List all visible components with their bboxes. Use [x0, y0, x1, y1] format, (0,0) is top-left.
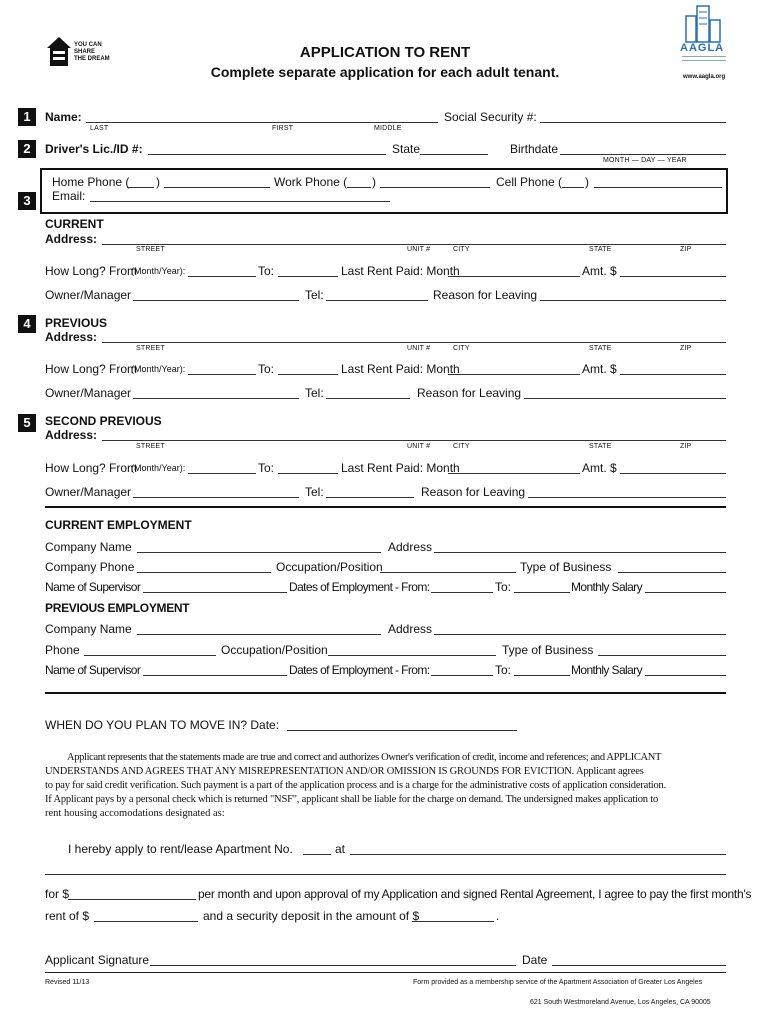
- current-address-field[interactable]: [102, 232, 726, 245]
- move-in-date-field[interactable]: [287, 718, 517, 731]
- statement-line-1: Applicant represents that the statements made are true and correct and authorizes Owner's verification of credit, income and references; and APPLICANT: [67, 752, 662, 763]
- applicant-statement: [45, 751, 735, 821]
- previous-salary-field[interactable]: [645, 663, 726, 676]
- second-previous-tel-field[interactable]: [326, 485, 414, 498]
- city-caption: CITY: [453, 443, 470, 450]
- current-reason-field[interactable]: [540, 288, 726, 301]
- second-previous-residence-title: SECOND PREVIOUS: [45, 414, 162, 428]
- to-label: To:: [258, 264, 275, 278]
- current-to-field[interactable]: [278, 264, 338, 277]
- second-previous-owner-field[interactable]: [133, 485, 299, 498]
- company-phone-label: Company Phone: [45, 560, 135, 574]
- date-format-caption: MONTH — DAY — YEAR: [603, 157, 687, 164]
- amt-label: Amt. $: [582, 362, 617, 376]
- security-deposit-field[interactable]: [412, 909, 494, 922]
- for-label: for $: [45, 887, 70, 901]
- company-name-label: Company Name: [45, 622, 132, 636]
- birthdate-field[interactable]: [560, 142, 726, 155]
- company-name-label: Company Name: [45, 540, 132, 554]
- last-rent-label: Last Rent Paid: Month: [341, 264, 460, 278]
- cell-phone-paren: ): [585, 175, 589, 189]
- city-caption: CITY: [453, 246, 470, 253]
- supervisor-label: Name of Supervisor: [45, 580, 141, 594]
- name-label: Name:: [45, 110, 82, 124]
- occupation-label: Occupation/Position: [221, 643, 328, 657]
- to-label: To:: [495, 663, 512, 677]
- section-number-1: 1: [18, 108, 36, 126]
- zip-caption: ZIP: [680, 443, 692, 450]
- dates-employment-label: Dates of Employment - From:: [289, 580, 430, 594]
- eho-line-1: YOU CAN: [74, 42, 102, 48]
- last-rent-label: Last Rent Paid: Month: [341, 461, 460, 475]
- month-year-label: (Month/Year):: [131, 364, 186, 374]
- unit-caption: UNIT #: [407, 443, 431, 450]
- salary-label: Monthly Salary: [571, 580, 642, 594]
- at-label: at: [335, 842, 346, 856]
- apartment-address-field-2[interactable]: [45, 862, 726, 875]
- current-supervisor-field[interactable]: [143, 580, 287, 593]
- street-caption: STREET: [136, 345, 165, 352]
- divider: [45, 692, 726, 694]
- work-phone-paren: ): [372, 175, 376, 189]
- section-number-5: 5: [18, 414, 36, 432]
- per-month-text: per month and upon approval of my Application and signed Rental Agreement, I agree to pay the first month's: [198, 887, 752, 901]
- statement-line-3: to pay for said credit verification. Such payment is a part of the application process and is a charge for the administrative costs of application consideration.: [45, 780, 667, 791]
- apartment-number-field[interactable]: [303, 842, 331, 855]
- previous-company-name-field[interactable]: [137, 622, 381, 635]
- first-month-rent-field[interactable]: [94, 909, 198, 922]
- address-label: Address: [388, 540, 433, 554]
- signature-date-label: Date: [522, 953, 548, 967]
- current-company-address-field[interactable]: [434, 540, 726, 553]
- current-occupation-field[interactable]: [380, 560, 516, 573]
- aagla-logo: [678, 4, 730, 68]
- monthly-rent-field[interactable]: [68, 887, 196, 900]
- eho-line-2: SHARE: [74, 49, 96, 55]
- middle-caption: MIDDLE: [374, 125, 402, 132]
- city-caption: CITY: [453, 345, 470, 352]
- previous-last-rent-month-field[interactable]: [448, 362, 580, 375]
- second-previous-reason-field[interactable]: [528, 485, 726, 498]
- previous-from-field[interactable]: [188, 362, 256, 375]
- state-label: State: [392, 142, 421, 156]
- footer-address: 621 South Westmoreland Avenue, Los Angeles, CA 90005: [530, 999, 711, 1006]
- current-to-date-field[interactable]: [514, 580, 570, 593]
- type-business-label: Type of Business: [502, 643, 594, 657]
- salary-label: Monthly Salary: [571, 663, 642, 677]
- unit-caption: UNIT #: [407, 345, 431, 352]
- previous-to-date-field[interactable]: [514, 663, 570, 676]
- ssn-field[interactable]: [540, 110, 726, 123]
- move-in-label: WHEN DO YOU PLAN TO MOVE IN? Date:: [45, 718, 280, 732]
- page-title: APPLICATION TO RENT: [299, 44, 471, 61]
- to-label: To:: [258, 362, 275, 376]
- email-field[interactable]: [90, 189, 390, 202]
- current-residence-title: CURRENT: [45, 217, 104, 231]
- deposit-period: .: [496, 909, 500, 923]
- current-address-label: Address:: [45, 232, 98, 246]
- state-caption: STATE: [589, 345, 612, 352]
- apartment-address-field[interactable]: [350, 842, 726, 855]
- how-long-label: How Long? From: [45, 264, 138, 278]
- previous-residence-title: PREVIOUS: [45, 316, 108, 330]
- cell-phone-area-field[interactable]: [562, 175, 584, 188]
- current-owner-field[interactable]: [133, 288, 299, 301]
- revised-date: Revised 11/13: [45, 979, 90, 986]
- previous-type-business-field[interactable]: [598, 643, 726, 656]
- current-company-name-field[interactable]: [137, 540, 381, 553]
- reason-label: Reason for Leaving: [421, 485, 526, 499]
- section-number-3: 3: [18, 192, 36, 210]
- second-previous-last-rent-month-field[interactable]: [448, 461, 580, 474]
- work-phone-label: Work Phone (: [274, 175, 348, 189]
- work-phone-area-field[interactable]: [347, 175, 371, 188]
- website[interactable]: www.aagla.org: [683, 74, 726, 80]
- previous-employment-title: PREVIOUS EMPLOYMENT: [45, 601, 190, 615]
- tel-label: Tel:: [305, 288, 324, 302]
- previous-from-date-field[interactable]: [431, 663, 493, 676]
- to-label: To:: [258, 461, 275, 475]
- address-label: Address: [388, 622, 433, 636]
- work-phone-field[interactable]: [380, 175, 490, 188]
- state-caption: STATE: [589, 246, 612, 253]
- aagla-logo-text: AAGLA: [680, 42, 725, 54]
- home-phone-area-field[interactable]: [127, 175, 154, 188]
- apartment-label: I hereby apply to rent/lease Apartment No.: [68, 842, 293, 856]
- owner-label: Owner/Manager: [45, 386, 132, 400]
- state-caption: STATE: [589, 443, 612, 450]
- owner-label: Owner/Manager: [45, 288, 132, 302]
- previous-tel-field[interactable]: [326, 386, 410, 399]
- previous-amount-field[interactable]: [620, 362, 726, 375]
- occupation-label: Occupation/Position: [276, 560, 383, 574]
- last-rent-label: Last Rent Paid: Month: [341, 362, 460, 376]
- statement-line-4: If Applicant pays by a personal check which is returned "NSF", applicant shall be liable for the charge on demand. The undersigned makes application to: [45, 794, 659, 805]
- second-previous-address-field[interactable]: [102, 428, 726, 441]
- supervisor-label: Name of Supervisor: [45, 663, 141, 677]
- email-label: Email:: [52, 189, 86, 203]
- signature-field[interactable]: [150, 953, 516, 966]
- rent-of-label: rent of $: [45, 909, 90, 923]
- to-label: To:: [495, 580, 512, 594]
- first-caption: FIRST: [272, 125, 294, 132]
- how-long-label: How Long? From: [45, 461, 138, 475]
- second-previous-address-label: Address:: [45, 428, 98, 442]
- current-salary-field[interactable]: [645, 580, 726, 593]
- street-caption: STREET: [136, 246, 165, 253]
- current-from-field[interactable]: [188, 264, 256, 277]
- current-type-business-field[interactable]: [618, 560, 726, 573]
- divider: [45, 972, 726, 973]
- statement-line-2: UNDERSTANDS AND AGREES THAT ANY MISREPRESENTATION AND/OR OMISSION IS GROUNDS FOR EVICTION. Applicant agrees: [45, 766, 644, 777]
- reason-label: Reason for Leaving: [417, 386, 522, 400]
- street-caption: STREET: [136, 443, 165, 450]
- zip-caption: ZIP: [680, 345, 692, 352]
- zip-caption: ZIP: [680, 246, 692, 253]
- second-previous-amount-field[interactable]: [620, 461, 726, 474]
- deposit-label: and a security deposit in the amount of $: [203, 909, 420, 923]
- reason-label: Reason for Leaving: [433, 288, 538, 302]
- second-previous-to-field[interactable]: [278, 461, 338, 474]
- previous-supervisor-field[interactable]: [143, 663, 287, 676]
- current-company-phone-field[interactable]: [137, 560, 271, 573]
- previous-address-field[interactable]: [102, 330, 726, 343]
- amt-label: Amt. $: [582, 264, 617, 278]
- amt-label: Amt. $: [582, 461, 617, 475]
- dates-employment-label: Dates of Employment - From:: [289, 663, 430, 677]
- previous-company-address-field[interactable]: [434, 622, 726, 635]
- cell-phone-field[interactable]: [594, 175, 722, 188]
- page-subtitle: Complete separate application for each adult tenant.: [210, 64, 560, 80]
- home-phone-paren: ): [156, 175, 160, 189]
- cell-phone-label: Cell Phone (: [496, 175, 563, 189]
- type-business-label: Type of Business: [520, 560, 612, 574]
- current-last-rent-month-field[interactable]: [448, 264, 580, 277]
- city-skyline-icon: [678, 4, 730, 44]
- dl-state-field[interactable]: [420, 142, 488, 155]
- current-tel-field[interactable]: [326, 288, 428, 301]
- how-long-label: How Long? From: [45, 362, 138, 376]
- phone-label: Phone: [45, 643, 80, 657]
- birthdate-label: Birthdate: [510, 142, 559, 156]
- second-previous-from-field[interactable]: [188, 461, 256, 474]
- tel-label: Tel:: [305, 386, 324, 400]
- eho-line-3: THE DREAM: [74, 56, 110, 62]
- drivers-license-field[interactable]: [148, 142, 386, 155]
- tel-label: Tel:: [305, 485, 324, 499]
- divider: [45, 506, 726, 508]
- previous-address-label: Address:: [45, 330, 98, 344]
- unit-caption: UNIT #: [407, 246, 431, 253]
- section-number-2: 2: [18, 140, 36, 158]
- signature-date-field[interactable]: [552, 953, 726, 966]
- home-phone-label: Home Phone (: [52, 175, 130, 189]
- month-year-label: (Month/Year):: [131, 266, 186, 276]
- last-caption: LAST: [90, 125, 109, 132]
- month-year-label: (Month/Year):: [131, 463, 186, 473]
- current-employment-title: CURRENT EMPLOYMENT: [45, 518, 192, 532]
- section-number-4: 4: [18, 315, 36, 333]
- statement-line-5: rent housing accomodations designated as:: [45, 808, 225, 819]
- owner-label: Owner/Manager: [45, 485, 132, 499]
- previous-reason-field[interactable]: [524, 386, 726, 399]
- name-field[interactable]: [86, 110, 438, 123]
- home-phone-field[interactable]: [164, 175, 270, 188]
- current-amount-field[interactable]: [620, 264, 726, 277]
- previous-owner-field[interactable]: [133, 386, 299, 399]
- footer-provided: Form provided as a membership service of the Apartment Association of Greater Los Angeles: [413, 979, 703, 986]
- current-from-date-field[interactable]: [431, 580, 493, 593]
- previous-phone-field[interactable]: [84, 643, 216, 656]
- signature-label: Applicant Signature: [45, 953, 150, 967]
- previous-occupation-field[interactable]: [328, 643, 496, 656]
- previous-to-field[interactable]: [278, 362, 338, 375]
- drivers-license-label: Driver's Lic./ID #:: [45, 142, 143, 156]
- ssn-label: Social Security #:: [444, 110, 537, 124]
